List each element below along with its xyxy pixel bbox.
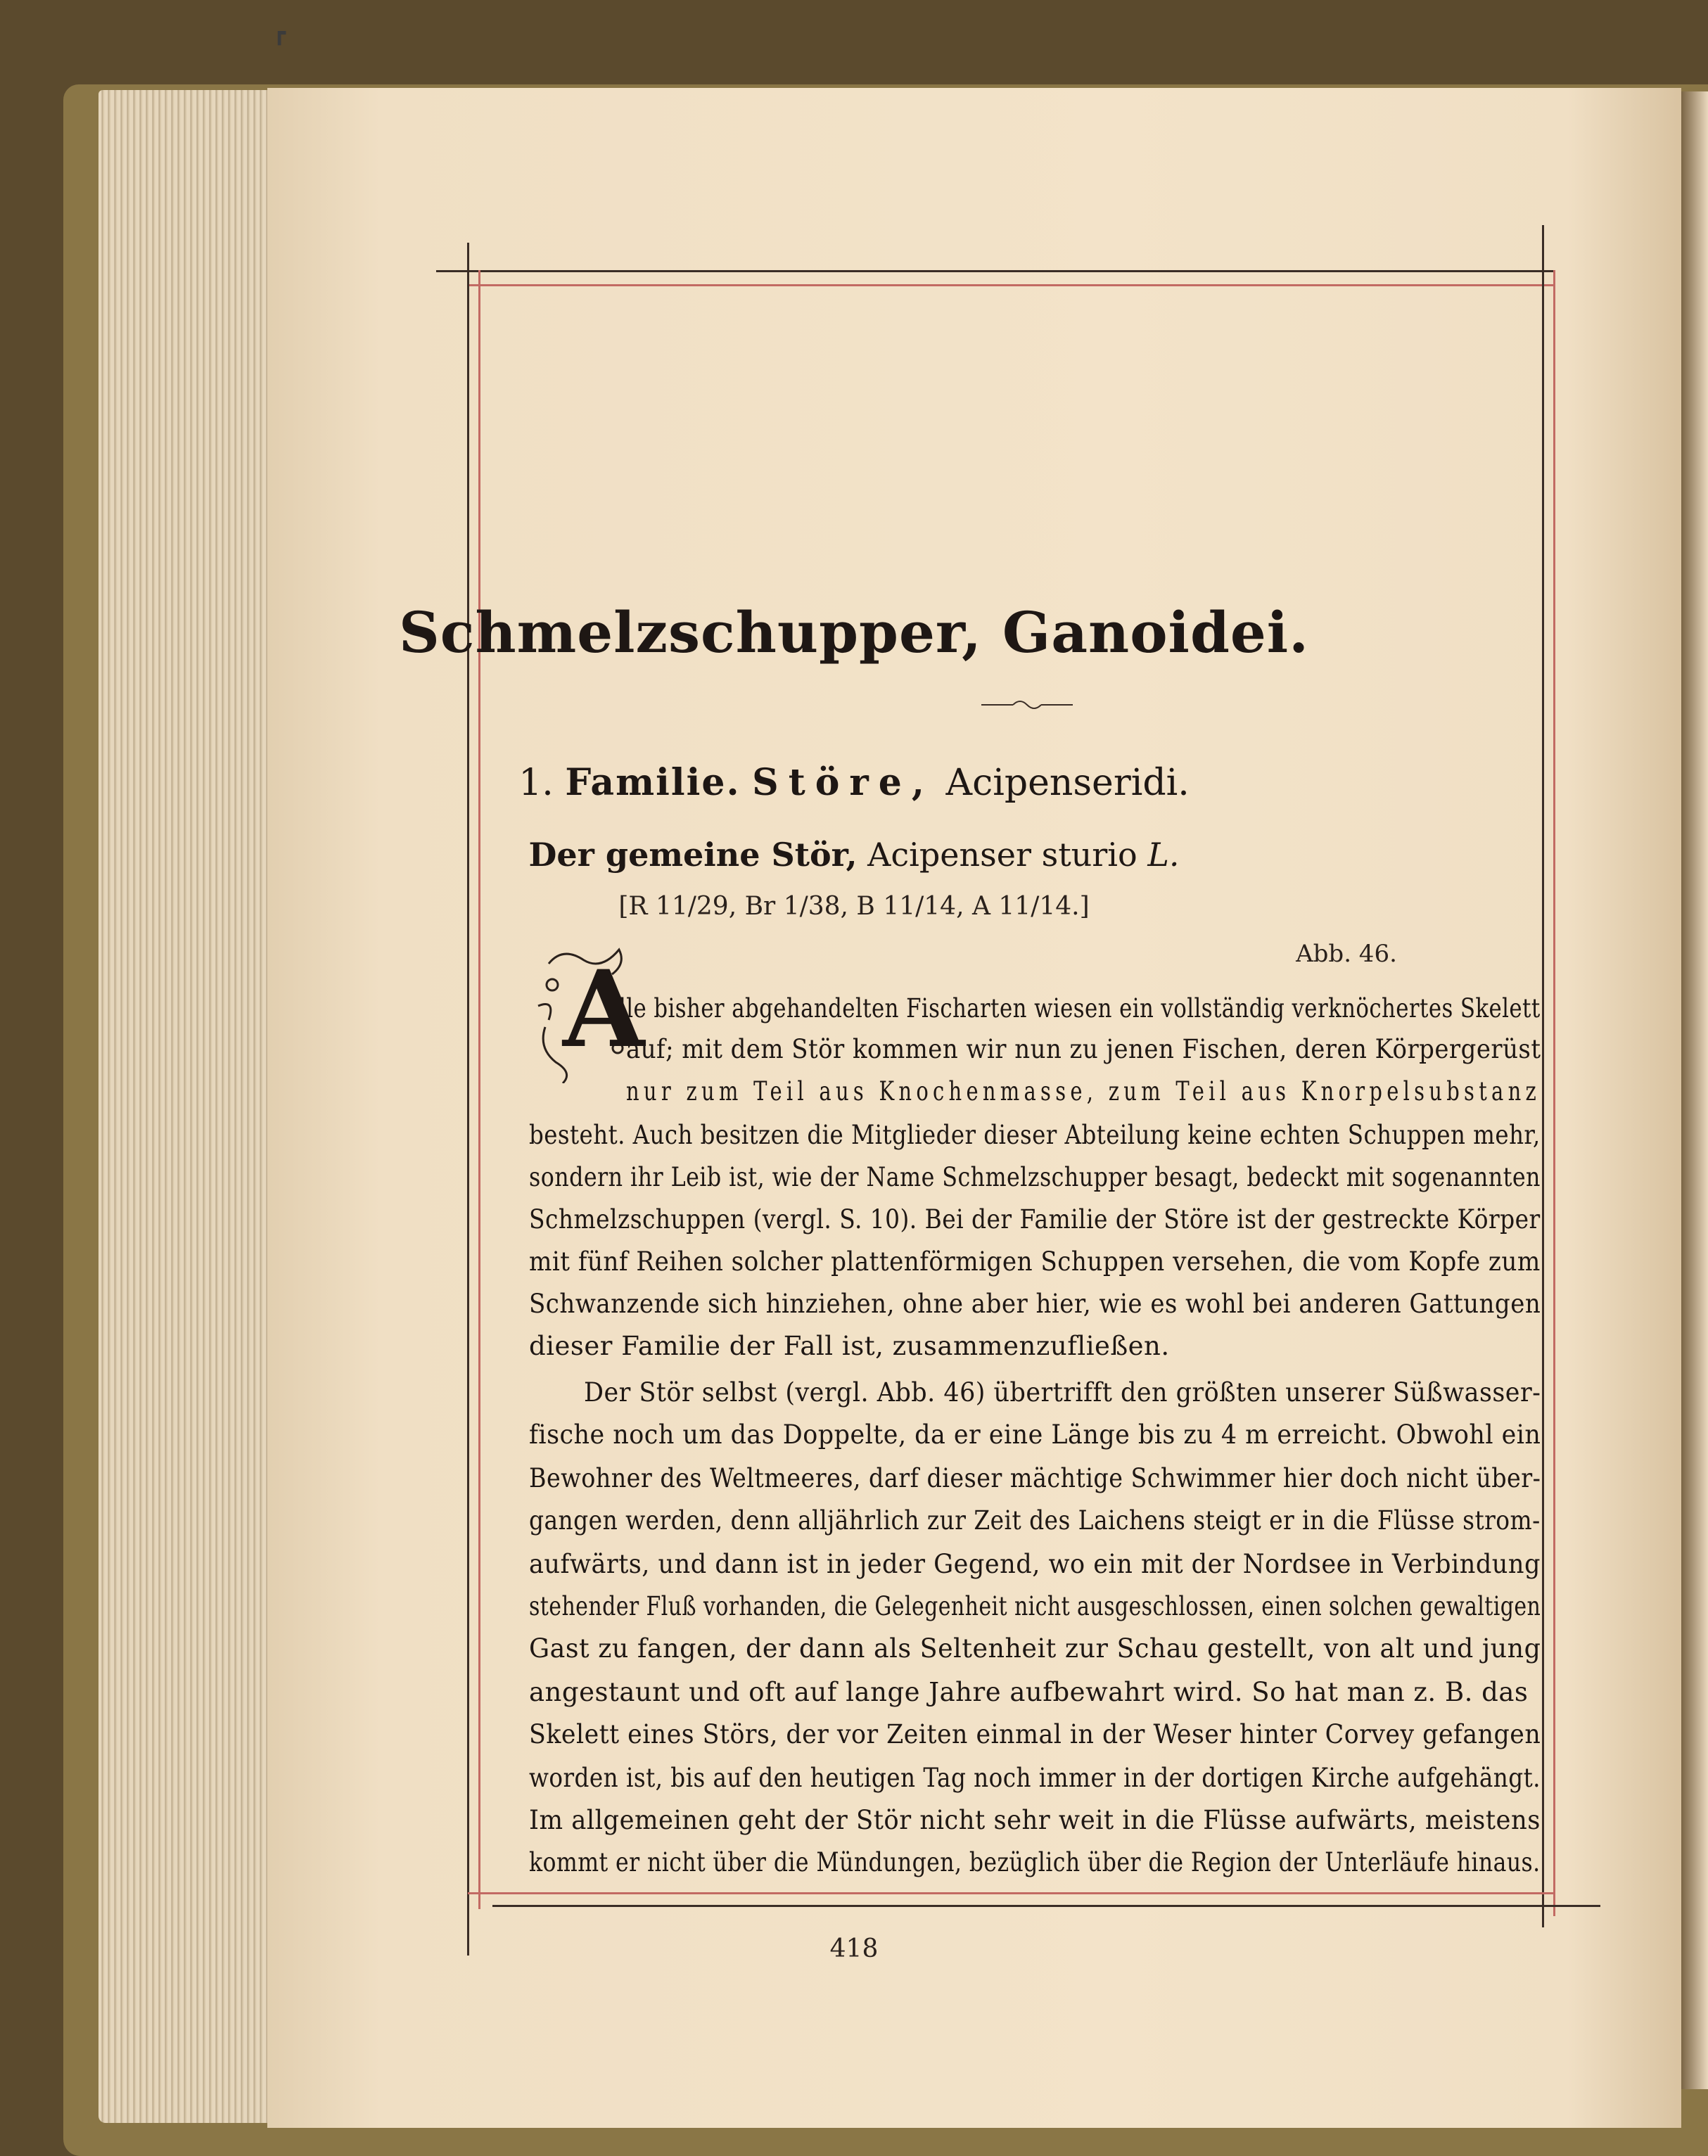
text-line: aufwärts, und dann ist in jeder Gegend, wo ein mit der Nordsee in Verbindung — [529, 1549, 1541, 1579]
family-heading — [0, 761, 1708, 804]
family-latin: Acipenseridi. — [945, 762, 1190, 804]
family-name: Störe, — [752, 761, 934, 804]
text-line: fische noch um das Doppelte, da er eine Länge bis zu 4 m erreicht. Obwohl ein — [529, 1420, 1541, 1450]
text-line: Skelett eines Störs, der vor Zeiten einmal in der Weser hinter Corvey gefangen — [529, 1719, 1541, 1749]
ornament-divider — [981, 698, 1073, 712]
frame-line-left-inner — [478, 270, 480, 1909]
text-line: Im allgemeinen geht der Stör nicht sehr weit in die Flüsse aufwärts, meistens — [529, 1805, 1541, 1835]
text-line: Der Stör selbst (vergl. Abb. 46) übertrifft den größten unserer Süßwasser- — [584, 1377, 1541, 1408]
species-heading — [0, 836, 1708, 874]
text-line: Schmelzschuppen (vergl. S. 10). Bei der Familie der Störe ist der gestreckte Körper — [529, 1204, 1541, 1235]
reference-line: [R 11/29, Br 1/38, B 11/14, A 11/14.] — [618, 892, 1090, 921]
frame-line-top-inner — [468, 284, 1555, 286]
frame-line-right-outer — [1542, 225, 1544, 1927]
text-line: Schwanzende sich hinziehen, ohne aber hier, wie es wohl bei anderen Gattungen — [529, 1289, 1541, 1319]
frame-line-bottom-outer — [492, 1905, 1600, 1907]
facing-page-edge — [1681, 91, 1708, 2089]
page-edges — [98, 90, 281, 2123]
text-line: gangen werden, denn alljährlich zur Zeit des Laichens steigt er in die Flüsse strom- — [529, 1505, 1541, 1536]
corner-mark: ┏ — [273, 21, 286, 46]
initial-letter: A — [563, 948, 645, 1071]
text-line: angestaunt und oft auf lange Jahre aufbewahrt wird. So hat man z. B. das — [529, 1677, 1529, 1707]
text-line: kommt er nicht über die Mündungen, bezüglich über die Region der Unterläufe hinaus. — [529, 1847, 1541, 1877]
frame-line-right-inner — [1553, 270, 1555, 1916]
text-line: sondern ihr Leib ist, wie der Name Schmelzschupper besagt, bedeckt mit sogenannten — [529, 1162, 1541, 1192]
species-author: L. — [1147, 836, 1180, 874]
text-line: besteht. Auch besitzen die Mitglieder dieser Abteilung keine echten Schuppen mehr, — [529, 1120, 1541, 1150]
text-line: Gast zu fangen, der dann als Seltenheit zur Schau gestellt, von alt und jung — [529, 1633, 1541, 1664]
frame-line-bottom-inner — [468, 1892, 1555, 1894]
section-title: Schmelzschupper, Ganoidei. — [398, 599, 1310, 665]
figure-reference: Abb. 46. — [1296, 940, 1397, 968]
text-line: nur zum Teil aus Knochenmasse, zum Teil aus Knorpelsubstanz — [626, 1076, 1541, 1106]
text-line: dieser Familie der Fall ist, zusammenzufließen. — [529, 1331, 1170, 1361]
text-line: Bewohner des Weltmeeres, darf dieser mächtige Schwimmer hier doch nicht über- — [529, 1463, 1541, 1493]
text-line: auf; mit dem Stör kommen wir nun zu jenen Fischen, deren Körpergerüst — [626, 1034, 1541, 1064]
text-line: mit fünf Reihen solcher plattenförmigen Schuppen versehen, die vom Kopfe zum — [529, 1246, 1541, 1277]
text-line: stehender Fluß vorhanden, die Gelegenheit nicht ausgeschlossen, einen solchen gewaltigen — [529, 1591, 1541, 1621]
page-number: 418 — [829, 1934, 879, 1963]
frame-line-top-outer — [436, 270, 1555, 272]
species-german: Der gemeine Stör, — [528, 836, 858, 874]
family-label: Familie. — [565, 761, 741, 804]
text-line: worden ist, bis auf den heutigen Tag noch immer in der dortigen Kirche aufgehängt. — [529, 1763, 1541, 1793]
family-number: 1. — [518, 762, 554, 804]
text-line: lle bisher abgehandelten Fischarten wiesen ein vollständig verknöchertes Skelett — [619, 993, 1541, 1023]
frame-line-left-outer — [467, 243, 469, 1956]
species-latin: Acipenser sturio — [867, 836, 1137, 874]
